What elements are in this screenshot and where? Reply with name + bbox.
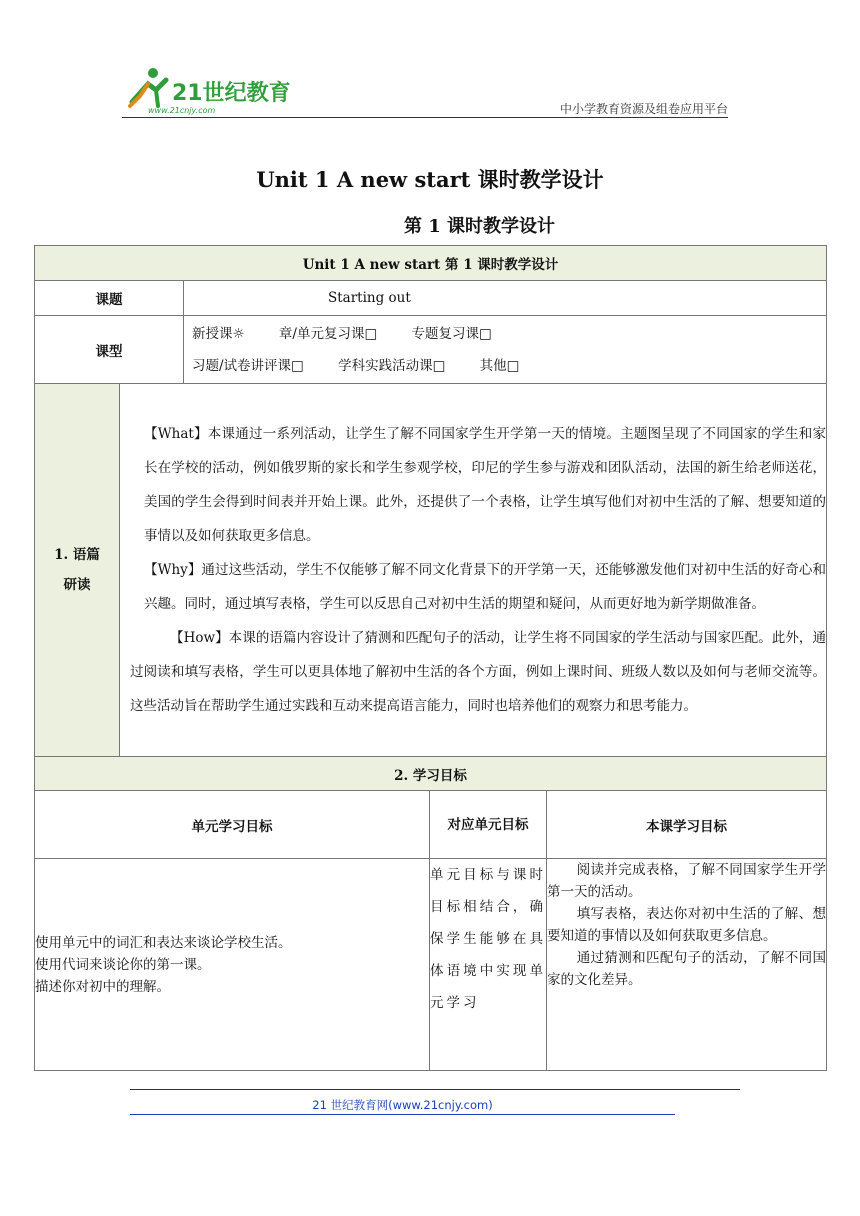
col-corresponding: 对应单元目标 [430, 791, 547, 859]
lesson-plan-table [34, 245, 827, 1071]
page-header [122, 62, 728, 118]
reading-label-line1: 1. 语篇 [54, 547, 100, 563]
option-practice: 学科实践活动课□ [338, 357, 446, 374]
type-options [184, 316, 827, 384]
option-other: 其他□ [479, 357, 520, 374]
logo-21cnjy [122, 62, 292, 116]
option-topic-review: 专题复习课□ [411, 325, 492, 342]
reading-label-line2: 研读 [63, 577, 91, 593]
unit-goal-2: 使用代词来谈论你的第一课。 [35, 956, 211, 973]
footer-divider [130, 1089, 740, 1090]
option-unit-review: 章/单元复习课□ [278, 325, 378, 342]
reading-label [35, 384, 120, 757]
col-unit-goals: 单元学习目标 [35, 791, 430, 859]
svg-text:21世纪教育: 21世纪教育 [172, 81, 291, 106]
why-paragraph: 【Why】通过这些活动，学生不仅能够了解不同文化背景下的开学第一天，还能够激发他们对初中生活的好奇心和兴趣。同时，通过填写表格，学生可以反思自己对初中生活的期望和疑问，从而更好地为新学期做准备。 [144, 562, 827, 612]
topic-label: 课题 [35, 281, 184, 316]
what-paragraph: 【What】本课通过一系列活动，让学生了解不同国家学生开学第一天的情境。主题图呈现了不同国家的学生和家长在学校的活动，例如俄罗斯的家长和学生参观学校，印尼的学生参与游戏和团队活动，法国的新生给老师送花，美国的学生会得到时间表并开始上课。此外，还提供了一个表格，让学生填写他们对初中生活的了解、想要知道的事情以及如何获取更多信息。 [144, 426, 827, 544]
document-title: Unit 1 A new start 课时教学设计 [256, 167, 604, 192]
svg-text:www.21cnjy.com: www.21cnjy.com [148, 106, 216, 115]
reading-content [120, 384, 827, 757]
option-exercise-review: 习题/试卷讲评课□ [192, 357, 304, 374]
goals-heading: 2. 学习目标 [35, 757, 827, 791]
footer-link[interactable]: 21 世纪教育网(www.21cnjy.com) [130, 1097, 675, 1115]
option-new-lesson: 新授课☼ [192, 325, 245, 342]
lesson-goal-3: 通过猜测和匹配句子的活动，了解不同国家的文化差异。 [547, 950, 827, 988]
col-lesson-goals: 本课学习目标 [547, 791, 827, 859]
corresponding-cell: 单元目标与课时目标相结合，确保学生能够在具体语境中实现单元学习 [430, 859, 547, 1071]
header-divider [122, 117, 728, 118]
lesson-goals-cell [547, 859, 827, 1071]
lesson-goal-1: 阅读并完成表格，了解不同国家学生开学第一天的活动。 [547, 862, 827, 900]
document-subtitle: 第 1 课时教学设计 [404, 216, 556, 237]
topic-cell [184, 281, 827, 316]
topic-value: Starting out [328, 290, 411, 306]
unit-goal-3: 描述你对初中的理解。 [35, 978, 170, 995]
table-heading: Unit 1 A new start 第 1 课时教学设计 [35, 246, 827, 281]
unit-goal-1: 使用单元中的词汇和表达来谈论学校生活。 [35, 934, 292, 951]
how-paragraph: 【How】本课的语篇内容设计了猜测和匹配句子的活动，让学生将不同国家的学生活动与国家匹配。此外，通过阅读和填写表格，学生可以更具体地了解初中生活的各个方面，例如上课时间、班级人数以及如何与老师交流等。这些活动旨在帮助学生通过实践和互动来提高语言能力，同时也培养他们的观察力和思考能力。 [130, 630, 827, 714]
unit-goals-cell [35, 859, 430, 1071]
type-label: 课型 [35, 316, 184, 384]
platform-name: 中小学教育资源及组卷应用平台 [559, 102, 728, 116]
lesson-goal-2: 填写表格，表达你对初中生活的了解、想要知道的事情以及如何获取更多信息。 [547, 906, 827, 944]
